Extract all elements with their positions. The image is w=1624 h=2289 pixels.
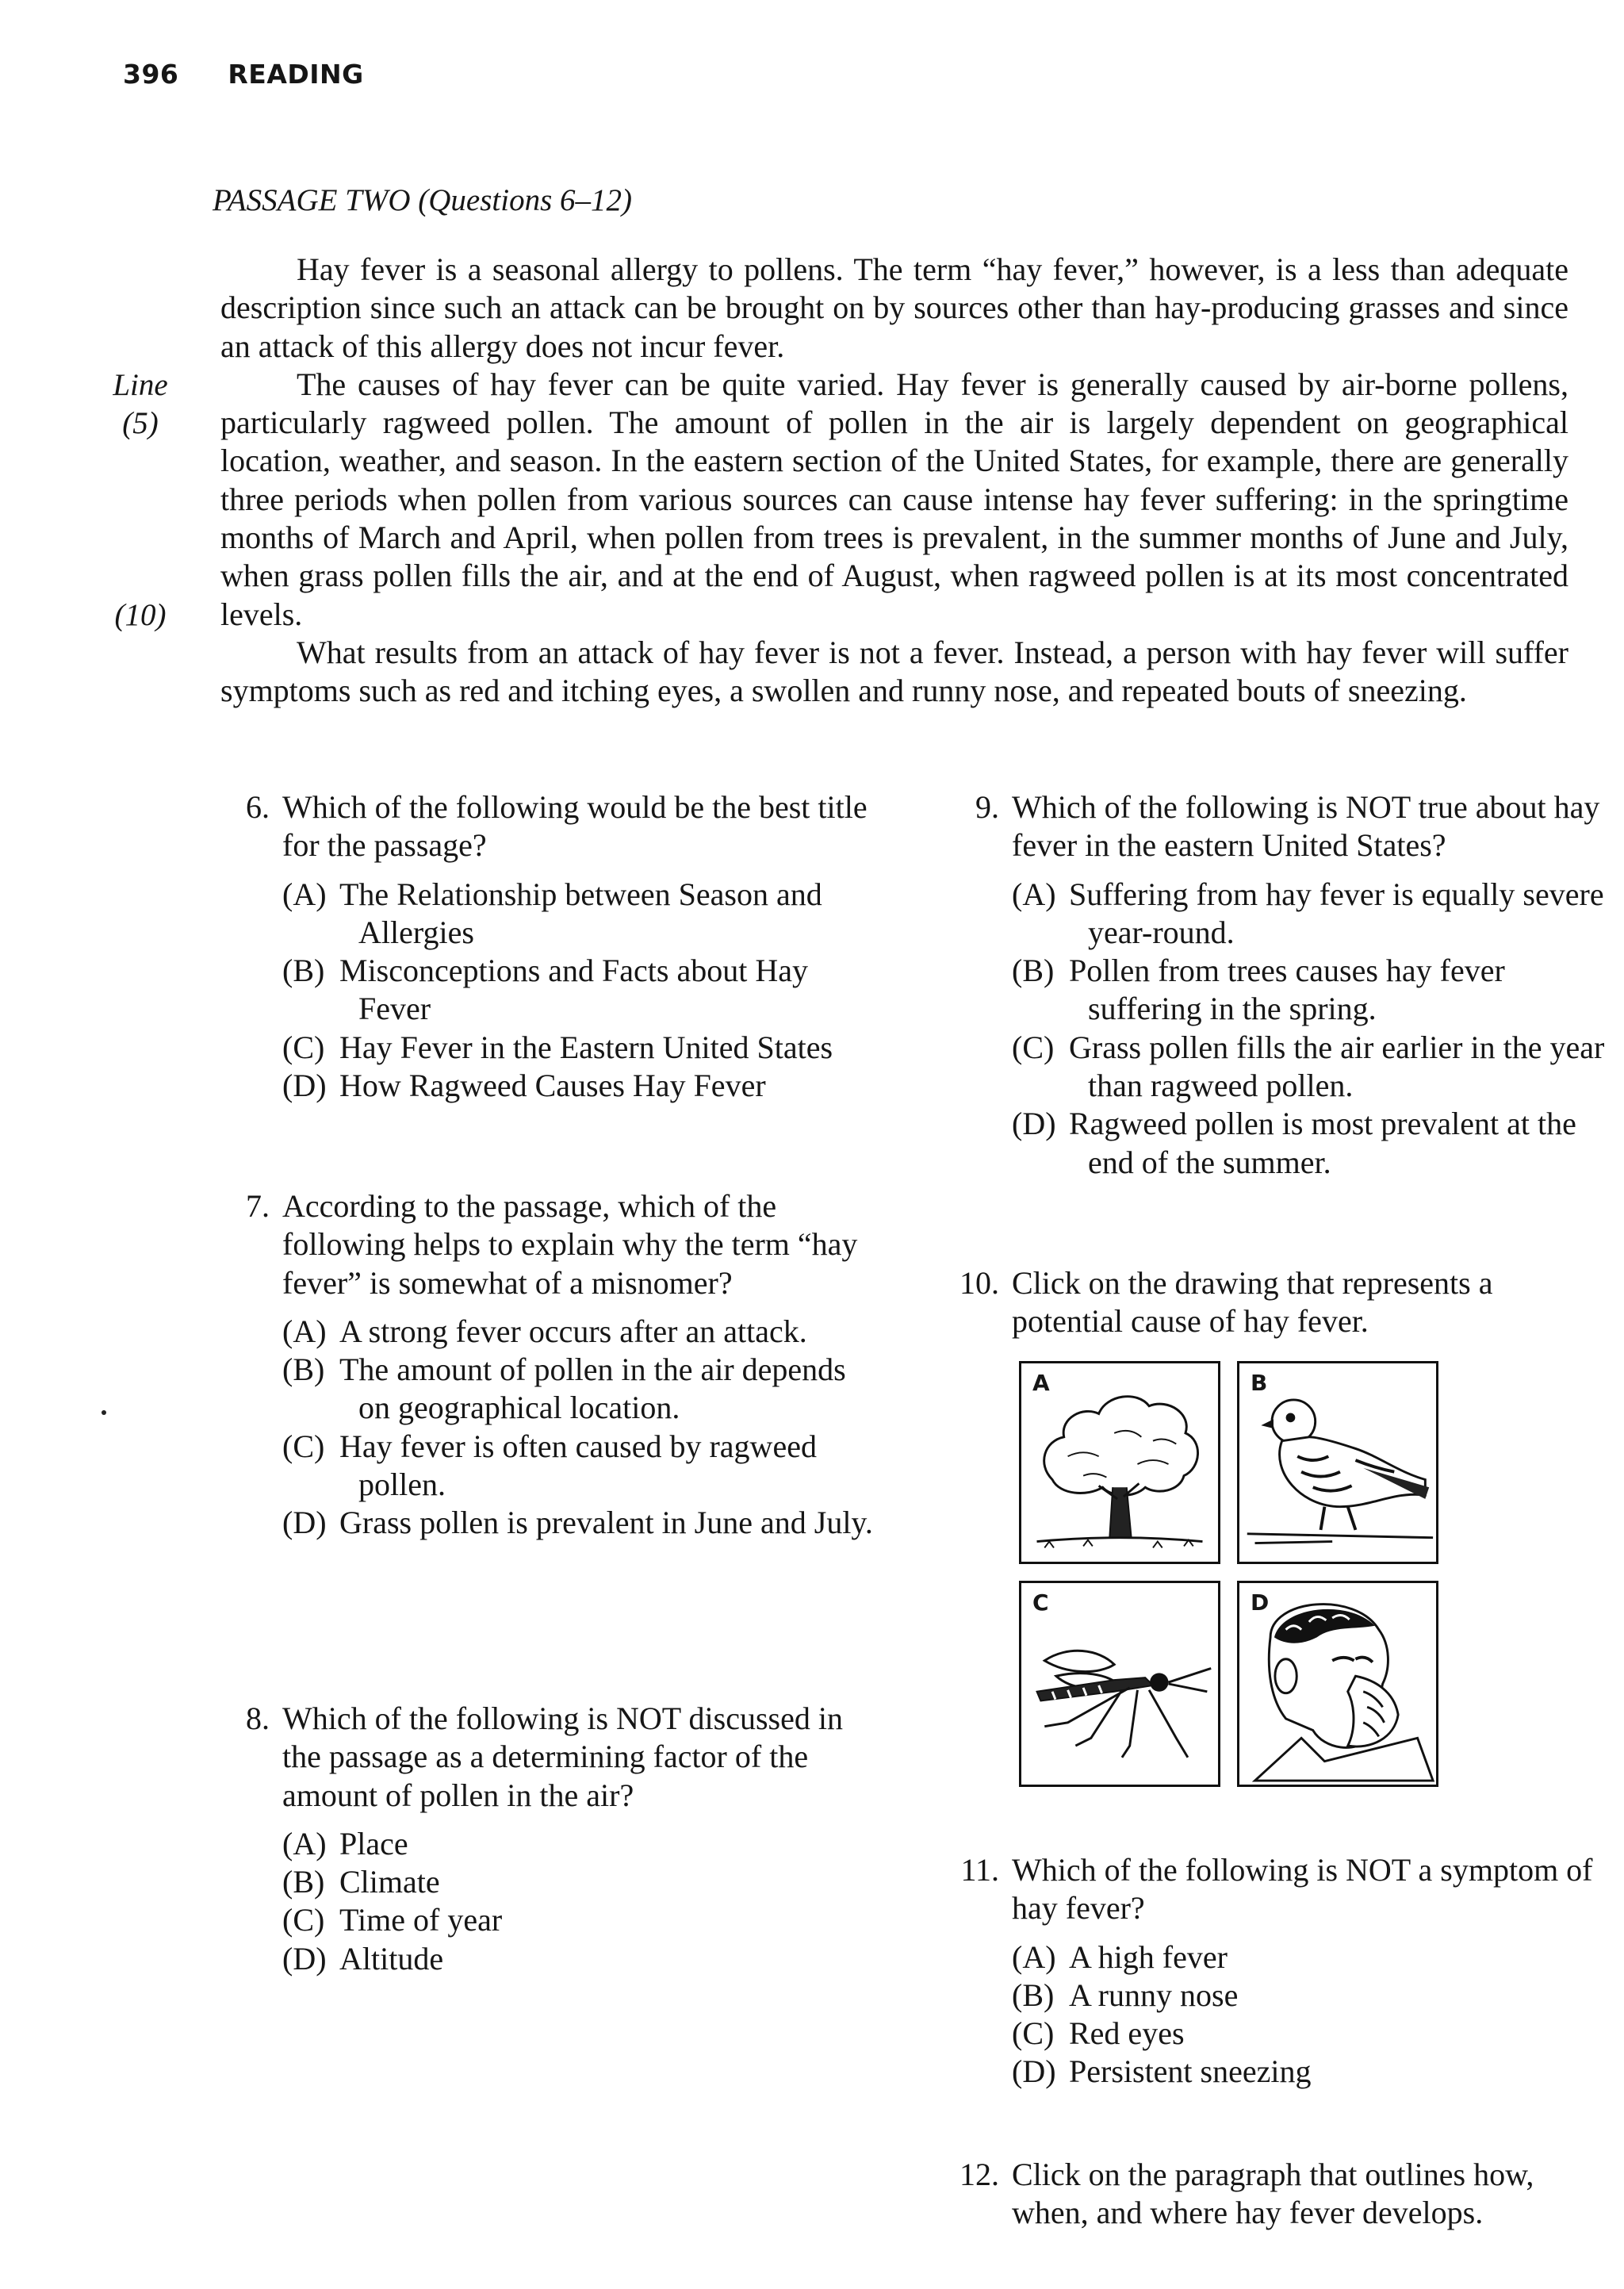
option-text: Persistent sneezing <box>1069 2053 1312 2090</box>
question-stem: Which of the following would be the best title for the passage? <box>282 789 868 864</box>
question-stem: Which of the following is NOT discussed in the passage as a determining factor of the amount of pollen in the air? <box>282 1700 843 1813</box>
answer-option-c[interactable] <box>961 1029 1611 1106</box>
answer-option-a[interactable] <box>961 1938 1611 1977</box>
answer-option-b[interactable] <box>961 1977 1611 2015</box>
section-title: READING <box>228 59 364 90</box>
option-text: Red eyes <box>1069 2015 1185 2052</box>
option-text: A runny nose <box>1069 1977 1239 2013</box>
answer-option-a[interactable] <box>232 876 882 953</box>
option-letter: (B) <box>282 1864 325 1900</box>
option-letter: (C) <box>282 1029 325 1065</box>
option-letter: (C) <box>282 1902 325 1938</box>
question-number: 9. <box>975 789 999 825</box>
question-stem: Which of the following is NOT a symptom of hay fever? <box>1012 1852 1593 1927</box>
drawing-label: B <box>1251 1370 1268 1396</box>
line-marker-label: Line <box>113 368 168 402</box>
option-letter: (B) <box>282 953 325 989</box>
option-text: A strong fever occurs after an attack. <box>339 1313 807 1349</box>
question-8 <box>232 1700 882 1978</box>
line-marker-10: (10) <box>114 598 167 632</box>
answer-option-d[interactable] <box>961 1105 1611 1182</box>
option-letter: (C) <box>282 1428 325 1464</box>
option-text: Hay fever is often caused by ragweed pollen. <box>339 1428 817 1503</box>
option-letter: (C) <box>1012 1029 1055 1065</box>
question-9 <box>961 788 1611 1182</box>
drawing-option-d[interactable] <box>1237 1581 1438 1787</box>
question-number: 8. <box>246 1700 270 1736</box>
answer-option-d[interactable] <box>232 1504 882 1542</box>
answer-option-a[interactable] <box>232 1825 882 1863</box>
bird-icon <box>1239 1363 1436 1562</box>
question-12 <box>961 2156 1611 2233</box>
drawing-label: C <box>1032 1589 1049 1616</box>
answer-option-b[interactable] <box>232 1351 882 1428</box>
option-text: Place <box>339 1825 408 1861</box>
option-text: A high fever <box>1069 1938 1228 1975</box>
drawing-option-a[interactable] <box>1019 1361 1220 1564</box>
stray-mark <box>102 1410 106 1415</box>
option-text: Climate <box>339 1864 440 1900</box>
drawing-option-c[interactable] <box>1019 1581 1220 1787</box>
question-7 <box>232 1187 882 1543</box>
page-number: 396 <box>123 59 179 90</box>
question-number: 12. <box>959 2157 999 2192</box>
answer-option-b[interactable] <box>232 1863 882 1901</box>
option-text: Ragweed pollen is most prevalent at the end of the summer. <box>1069 1106 1576 1180</box>
option-letter: (B) <box>1012 953 1055 989</box>
option-text: The Relationship between Season and Allergies <box>339 876 822 950</box>
option-letter: (A) <box>282 1825 327 1861</box>
question-stem: Click on the paragraph that outlines how, when, and where hay fever develops. <box>1012 2157 1534 2231</box>
mosquito-icon <box>1021 1583 1218 1785</box>
option-letter: (D) <box>1012 2053 1056 2090</box>
option-letter: (A) <box>1012 1938 1056 1975</box>
option-letter: (C) <box>1012 2015 1055 2052</box>
answer-option-d[interactable] <box>961 2053 1611 2091</box>
answer-option-b[interactable] <box>232 952 882 1029</box>
tree-icon <box>1021 1363 1218 1562</box>
answer-option-d[interactable] <box>232 1067 882 1105</box>
question-number: 10. <box>959 1265 999 1301</box>
passage-title: PASSAGE TWO (Questions 6–12) <box>213 183 632 217</box>
passage-paragraph-3[interactable]: What results from an attack of hay fever is not a fever. Instead, a person with hay fever will suffer symptoms such as red and itching eyes, a swollen and runny nose, and repeated bouts of sneezing. <box>220 634 1568 709</box>
passage-text <box>220 251 1568 711</box>
question-number: 11. <box>960 1852 999 1888</box>
option-text: Pollen from trees causes hay fever suffering in the spring. <box>1069 953 1505 1027</box>
line-marker-5: (5) <box>122 406 159 440</box>
answer-option-a[interactable] <box>232 1313 882 1351</box>
drawing-label: D <box>1251 1589 1270 1616</box>
option-letter: (D) <box>282 1940 327 1977</box>
drawing-label: A <box>1032 1370 1050 1396</box>
answer-option-a[interactable] <box>961 876 1611 953</box>
question-stem: According to the passage, which of the following helps to explain why the term “hay fever” is somewhat of a misnomer? <box>282 1188 858 1301</box>
question-stem: Which of the following is NOT true about hay fever in the eastern United States? <box>1012 789 1600 864</box>
option-text: Time of year <box>339 1902 503 1938</box>
option-letter: (D) <box>282 1505 327 1541</box>
answer-option-b[interactable] <box>961 952 1611 1029</box>
option-text: Hay Fever in the Eastern United States <box>339 1029 833 1065</box>
option-letter: (A) <box>282 1313 327 1349</box>
question-stem: Click on the drawing that represents a potential cause of hay fever. <box>1012 1265 1493 1340</box>
option-letter: (D) <box>282 1068 327 1104</box>
option-text: How Ragweed Causes Hay Fever <box>339 1068 766 1104</box>
page-header <box>123 59 364 90</box>
question-number: 6. <box>246 789 270 825</box>
option-text: Altitude <box>339 1940 444 1977</box>
question-11 <box>961 1851 1611 2092</box>
option-letter: (B) <box>1012 1977 1055 2013</box>
passage-paragraph-2[interactable]: The causes of hay fever can be quite varied. Hay fever is generally caused by air-borne pollens, particularly ragweed pollen. The amount of pollen in the air is largely dependent on geographical location, weather, and season. In the eastern section of the United States, for example, there are generally three periods when pollen from various sources can cause intense hay fever suffering: in the springtime months of March and April, when pollen from trees is prevalent, in the summer months of June and July, when grass pollen fills the air, and at the end of August, when ragweed pollen is at its most concentrated levels. <box>220 366 1568 632</box>
option-text: Misconceptions and Facts about Hay Fever <box>339 953 808 1027</box>
answer-option-c[interactable] <box>232 1428 882 1505</box>
option-text: Suffering from hay fever is equally severe year-round. <box>1069 876 1604 950</box>
question-number: 7. <box>246 1188 270 1224</box>
option-letter: (B) <box>282 1352 325 1388</box>
passage-paragraph-1[interactable]: Hay fever is a seasonal allergy to pollens. The term “hay fever,” however, is a less than adequate description since such an attack can be brought on by sources other than hay-producing grasses and since an attack of this allergy does not incur fever. <box>220 251 1568 364</box>
answer-option-c[interactable] <box>961 2015 1611 2053</box>
answer-option-d[interactable] <box>232 1940 882 1978</box>
answer-option-c[interactable] <box>232 1901 882 1939</box>
option-text: Grass pollen is prevalent in June and July. <box>339 1505 873 1541</box>
question-6 <box>232 788 882 1105</box>
option-letter: (D) <box>1012 1106 1056 1142</box>
drawing-option-b[interactable] <box>1237 1361 1438 1564</box>
question-10 <box>961 1264 1611 1341</box>
option-letter: (A) <box>1012 876 1056 912</box>
option-letter: (A) <box>282 876 327 912</box>
answer-option-c[interactable] <box>232 1029 882 1067</box>
option-text: The amount of pollen in the air depends on geographical location. <box>339 1352 846 1426</box>
option-text: Grass pollen fills the air earlier in the year than ragweed pollen. <box>1069 1029 1605 1104</box>
